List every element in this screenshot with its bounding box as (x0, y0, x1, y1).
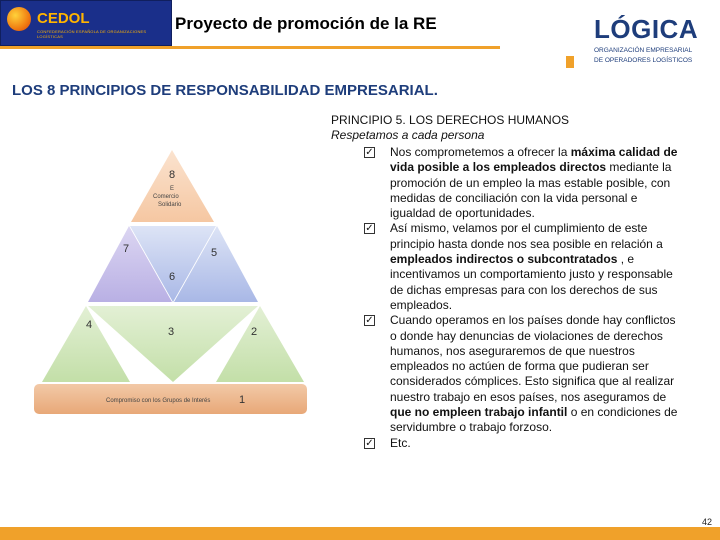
bullet-text: , e incentivamos un comportamiento justo y responsable de dichas empresas para con los derechos de sus empleados. (390, 252, 673, 312)
bullet-text: Etc. (390, 435, 411, 450)
section-heading: LOS 8 PRINCIPIOS DE RESPONSABILIDAD EMPRESARIAL. (12, 82, 438, 99)
pyramid-number-4: 4 (86, 319, 93, 331)
principle-bullet (331, 145, 683, 221)
checkbox-icon: ✓ (365, 147, 374, 158)
cedol-emblem-icon (7, 7, 31, 31)
logica-logo-line1: ORGANIZACIÓN EMPRESARIAL (594, 47, 693, 54)
page-number: 42 (701, 517, 712, 527)
pyramid-number-7: 7 (123, 243, 130, 255)
pyramid-top-label-2: Comercio (153, 194, 179, 200)
pyramid-number-5: 5 (211, 247, 218, 259)
bullet-text: Nos comprometemos a ofrecer la (390, 145, 571, 159)
header-accent-tab (566, 56, 574, 68)
pyramid-number-3: 3 (168, 326, 175, 338)
bullet-text: Cuando operamos en los países donde hay conflictos o donde hay denuncias de violaciones de derechos humanos, nos aseguraremos de que nuestros empleados no actúen de forma que pudieran ser considerados cómplices. Esto significa que al realizar nuestro trabajo en esos países, nos aseguramos de (390, 313, 676, 404)
pyramid-top-label-1: E (170, 186, 175, 192)
principle-bullet (331, 436, 683, 451)
slide-title: Proyecto de promoción de la RE (175, 14, 437, 33)
bullet-text: o en condiciones de servidumbre o trabajo forzoso. (390, 405, 678, 435)
pyramid-number-8: 8 (169, 169, 176, 181)
principle-bullet (331, 221, 683, 313)
pyramid-number-6: 6 (169, 271, 176, 283)
pyramid-number-1: 1 (239, 394, 246, 406)
checkbox-icon: ✓ (365, 223, 374, 235)
logica-logo-name: LÓGICA (594, 14, 699, 44)
bullet-emphasis: máxima calidad de vida posible a los empleados directos (390, 145, 678, 175)
pyramid-base-label: Compromiso con los Grupos de Interés (106, 398, 211, 404)
principle-bullet-list (331, 145, 683, 451)
bullet-text: Así mismo, velamos por el cumplimiento de este principio hasta donde nos sea posible en relación a (390, 221, 663, 251)
pyramid-number-2: 2 (251, 326, 258, 338)
bullet-emphasis: empleados indirectos o subcontratados (390, 252, 618, 267)
cedol-logo-name: CEDOL (37, 10, 90, 27)
cedol-logo (0, 0, 172, 46)
bullet-emphasis: que no empleen trabajo infantil (390, 405, 568, 420)
checkbox-icon: ✓ (365, 437, 374, 449)
pyramid-top-label-3: Solidario (158, 202, 182, 208)
logica-logo-line2: DE OPERADORES LOGÍSTICOS (594, 57, 693, 64)
principle-panel (331, 113, 683, 451)
checkbox-icon: ✓ (365, 315, 374, 327)
header-rule (0, 46, 500, 49)
footer-bar (0, 527, 720, 540)
principle-bullet (331, 313, 683, 435)
bullet-text: mediante la promoción de un empleo la mas estable posible, con medidas de conciliación con la vida personal e igualdad de oportunidades. (390, 160, 672, 221)
principle-title: PRINCIPIO 5. LOS DERECHOS HUMANOS (331, 113, 570, 127)
principles-pyramid (34, 150, 309, 416)
logica-logo (594, 14, 714, 65)
cedol-logo-tagline: CONFEDERACIÓN ESPAÑOLA DE ORGANIZACIONES LOGÍSTICAS (37, 29, 147, 39)
principle-subtitle: Respetamos a cada persona (331, 128, 485, 142)
